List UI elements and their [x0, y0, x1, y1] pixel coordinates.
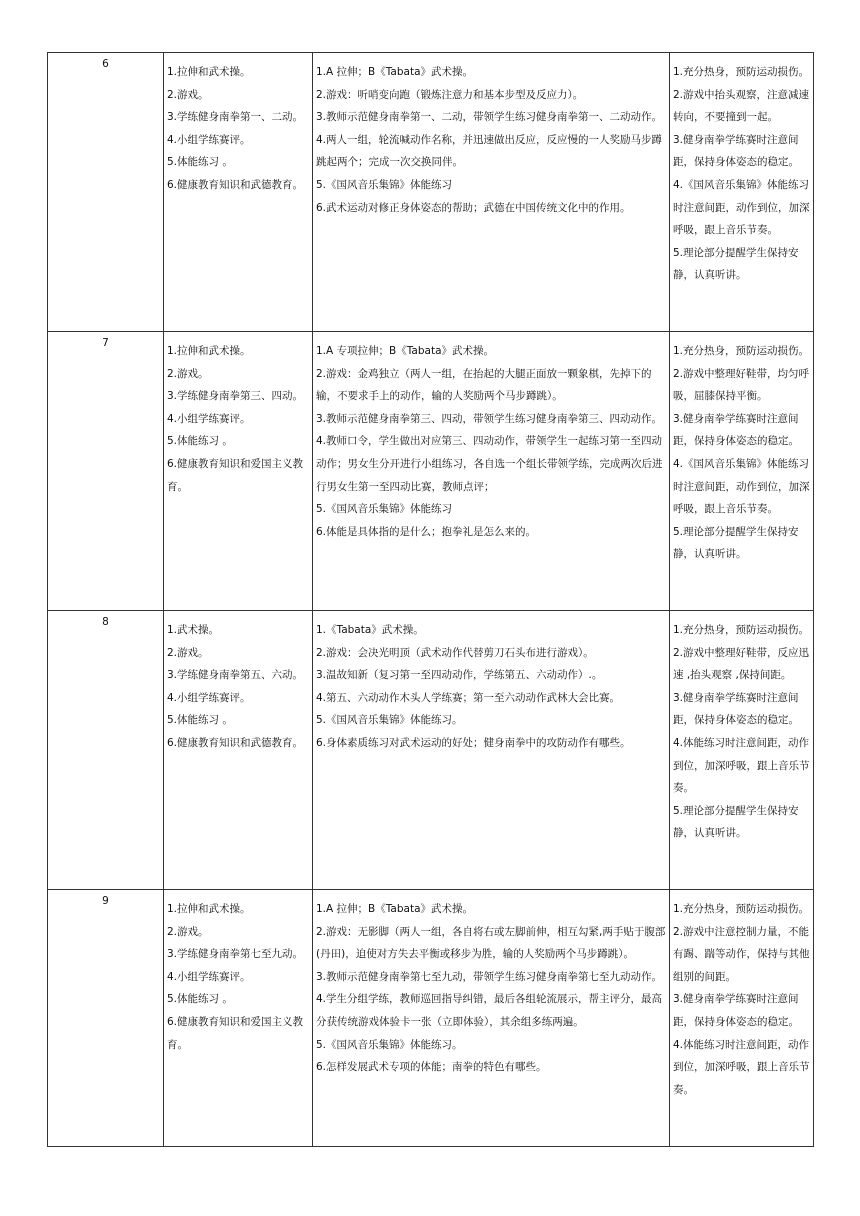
note-item: 1.充分热身，预防运动损伤。 [673, 903, 810, 915]
method-item: 2.游戏：无影脚（两人一组，各自将右或左脚前伸，相互勾紧,两手贴于腹部(丹田)，迫使对方失去平衡或移步为胜，输的人奖励两个马步蹲跳）。 [316, 925, 666, 961]
notes-cell-inner [670, 890, 813, 1101]
table-row [48, 611, 814, 890]
table-body [48, 53, 814, 1147]
notes-cell-inner [670, 53, 813, 287]
note-item: 2.游戏中注意控制力量，不能有踢、踹等动作，保持与其他组别的间距。 [673, 925, 810, 983]
method-item: 3.教师示范健身南拳第一、二动，带领学生练习健身南拳第一、二动动作。 [316, 111, 663, 124]
content-item: 4.小组学练赛评。 [167, 970, 251, 983]
method-item: 6.怎样发展武术专项的体能；南拳的特色有哪些。 [316, 1061, 547, 1074]
notes-cell [670, 890, 814, 1147]
content-item: 1.拉伸和武术操。 [167, 903, 251, 915]
method-item: 5.《国风音乐集锦》体能练习。 [316, 714, 463, 727]
lesson-number-cell [48, 890, 164, 1147]
table-row [48, 332, 814, 611]
content-item: 5.体能练习 。 [167, 714, 233, 727]
note-item: 1.充分热身，预防运动损伤。 [673, 66, 810, 78]
method-item: 5.《国风音乐集锦》体能练习 [316, 178, 453, 191]
method-item: 3.温故知新（复习第一至四动动作，学练第五、六动动作）.。 [316, 669, 603, 682]
methods-cell [313, 53, 670, 332]
notes-cell-inner [670, 611, 813, 845]
method-item: 1.A 拉伸；B《Tabata》武术操。 [316, 66, 474, 78]
notes-cell-inner [670, 332, 813, 566]
methods-cell-inner [313, 53, 669, 219]
method-item: 3.教师示范健身南拳第三、四动，带领学生练习健身南拳第三、四动动作。 [316, 412, 663, 425]
notes-cell [670, 53, 814, 332]
method-item: 1.《Tabata》武术操。 [316, 624, 424, 636]
lesson-number: 8 [102, 616, 109, 628]
note-item: 2.游戏中整理好鞋带，反应迅速 ,抬头观察 ,保持间距。 [673, 646, 810, 682]
methods-cell [313, 332, 670, 611]
content-cell-inner [164, 890, 312, 1056]
content-item: 2.游戏。 [167, 646, 209, 659]
content-cell-inner [164, 611, 312, 755]
method-item: 4.学生分组学练，教师巡回指导纠错，最后各组轮流展示，帮主评分，最高分获传统游戏体验卡一张（立即体验），其余组多练两遍。 [316, 993, 663, 1028]
note-item: 4.《国风音乐集锦》体能练习时注意间距，动作到位，加深呼吸，跟上音乐节奏。 [673, 457, 810, 516]
method-item: 4.两人一组，轮流喊动作名称，并迅速做出反应，反应慢的一人奖励马步蹲跳起两个；完成一次交换同伴。 [316, 133, 663, 169]
content-item: 1.拉伸和武术操。 [167, 345, 251, 357]
content-cell [164, 332, 313, 611]
note-item: 5.理论部分提醒学生保持安静，认真听讲。 [673, 804, 799, 840]
method-item: 1.A 拉伸；B《Tabata》武术操。 [316, 903, 474, 915]
note-item: 3.健身南拳学练赛时注意间距，保持身体姿态的稳定。 [673, 993, 799, 1028]
content-item: 3.学练健身南拳第一、二动。 [167, 111, 304, 124]
methods-cell-inner [313, 611, 669, 755]
method-item: 2.游戏：会决光明顶（武术动作代替剪刀石头布进行游戏）。 [316, 646, 594, 659]
method-item: 4.教师口令，学生做出对应第三、四动动作，带领学生一起练习第一至四动动作；男女生分开进行小组练习，各自选一个组长带领学练，完成两次后进行男女生第一至四动比赛，教师点评； [316, 435, 663, 493]
note-item: 5.理论部分提醒学生保持安静，认真听讲。 [673, 525, 799, 561]
method-item: 6.身体素质练习对武术运动的好处；健身南拳中的攻防动作有哪些。 [316, 736, 631, 749]
content-cell [164, 890, 313, 1147]
content-item: 4.小组学练赛评。 [167, 133, 251, 146]
table-row [48, 890, 814, 1147]
content-item: 6.健康教育知识和武德教育。 [167, 178, 304, 191]
content-cell [164, 611, 313, 890]
content-item: 1.武术操。 [167, 624, 220, 636]
method-item: 3.教师示范健身南拳第七至九动，带领学生练习健身南拳第七至九动动作。 [316, 970, 663, 983]
note-item: 3.健身南拳学练赛时注意间距，保持身体姿态的稳定。 [673, 412, 799, 448]
note-item: 2.游戏中整理好鞋带，均匀呼吸，屈膝保持平衡。 [673, 367, 810, 403]
table-row [48, 53, 814, 332]
content-item: 3.学练健身南拳第五、六动。 [167, 669, 304, 682]
notes-cell [670, 332, 814, 611]
method-item: 6.武术运动对修正身体姿态的帮助；武德在中国传统文化中的作用。 [316, 201, 631, 214]
content-item: 2.游戏。 [167, 925, 209, 938]
content-item: 5.体能练习 。 [167, 156, 233, 169]
lesson-plan-table [47, 52, 814, 1147]
content-item: 6.健康教育知识和爱国主义教育。 [167, 457, 304, 493]
content-item: 2.游戏。 [167, 88, 209, 101]
method-item: 4.第五、六动动作木头人学练赛；第一至六动动作武林大会比赛。 [316, 691, 621, 704]
method-item: 1.A 专项拉伸；B《Tabata》武术操。 [316, 345, 495, 357]
lesson-number: 7 [102, 337, 109, 349]
content-item: 5.体能练习 。 [167, 993, 233, 1006]
note-item: 3.健身南拳学练赛时注意间距，保持身体姿态的稳定。 [673, 133, 799, 169]
note-item: 1.充分热身，预防运动损伤。 [673, 624, 810, 636]
content-cell-inner [164, 332, 312, 498]
method-item: 5.《国风音乐集锦》体能练习。 [316, 1038, 463, 1051]
note-item: 1.充分热身，预防运动损伤。 [673, 345, 810, 357]
content-cell-inner [164, 53, 312, 197]
notes-cell [670, 611, 814, 890]
lesson-number-cell [48, 53, 164, 332]
note-item: 5.理论部分提醒学生保持安静，认真听讲。 [673, 246, 799, 282]
method-item: 6.体能是具体指的是什么；抱拳礼是怎么来的。 [316, 525, 537, 538]
methods-cell [313, 611, 670, 890]
method-item: 5.《国风音乐集锦》体能练习 [316, 503, 453, 516]
method-item: 2.游戏：金鸡独立（两人一组，在抬起的大腿正面放一颗象棋，先掉下的输，不要求手上的动作，输的人奖励两个马步蹲跳）。 [316, 367, 652, 403]
content-cell [164, 53, 313, 332]
note-item: 4.体能练习时注意间距，动作到位，加深呼吸，跟上音乐节奏。 [673, 736, 810, 795]
lesson-number-cell [48, 332, 164, 611]
content-item: 4.小组学练赛评。 [167, 691, 251, 704]
content-item: 6.健康教育知识和爱国主义教育。 [167, 1015, 304, 1051]
lesson-number-cell [48, 611, 164, 890]
content-item: 4.小组学练赛评。 [167, 412, 251, 425]
note-item: 2.游戏中抬头观察，注意减速转向，不要撞到一起。 [673, 88, 810, 124]
method-item: 2.游戏：听哨变向跑（锻炼注意力和基本步型及反应力）。 [316, 88, 584, 101]
note-item: 4.体能练习时注意间距，动作到位，加深呼吸，跟上音乐节奏。 [673, 1038, 810, 1096]
content-item: 1.拉伸和武术操。 [167, 66, 251, 78]
content-item: 3.学练健身南拳第七至九动。 [167, 948, 304, 961]
content-item: 5.体能练习 。 [167, 435, 233, 448]
note-item: 3.健身南拳学练赛时注意间距，保持身体姿态的稳定。 [673, 691, 799, 727]
content-item: 3.学练健身南拳第三、四动。 [167, 390, 304, 403]
lesson-number: 9 [102, 895, 109, 907]
lesson-number: 6 [102, 58, 109, 70]
content-item: 2.游戏。 [167, 367, 209, 380]
methods-cell-inner [313, 890, 669, 1079]
methods-cell [313, 890, 670, 1147]
methods-cell-inner [313, 332, 669, 543]
note-item: 4.《国风音乐集锦》体能练习时注意间距，动作到位，加深呼吸，跟上音乐节奏。 [673, 178, 810, 237]
content-item: 6.健康教育知识和武德教育。 [167, 736, 304, 749]
